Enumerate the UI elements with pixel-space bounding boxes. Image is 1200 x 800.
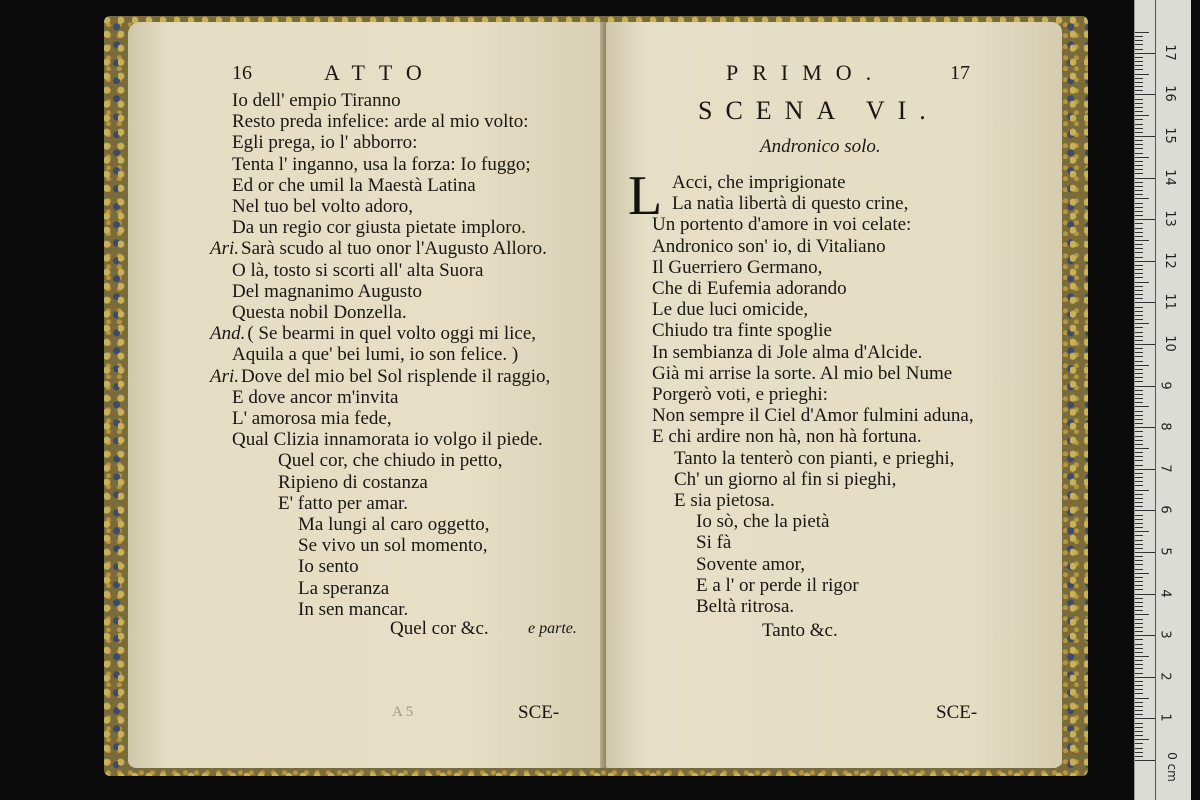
catchword-right: SCE- (936, 702, 978, 723)
ruler-tick (1135, 448, 1149, 449)
ruler-tick (1135, 689, 1143, 690)
ruler-number: 7 (1157, 464, 1173, 473)
ruler-tick (1135, 581, 1143, 582)
catchword-left: SCE- (518, 702, 560, 723)
ruler-tick (1135, 248, 1143, 249)
ruler-tick (1135, 411, 1143, 412)
right-line: Non sempre il Ciel d'Amor fulmini aduna, (652, 405, 974, 427)
ruler-tick (1135, 748, 1143, 749)
ruler-tick (1135, 498, 1143, 499)
left-line (232, 344, 518, 366)
right-line: Si fà (696, 532, 732, 554)
ruler-tick (1135, 244, 1143, 245)
ruler-tick (1135, 69, 1143, 70)
right-line: Le due luci omicide, (652, 299, 809, 321)
ruler-tick (1135, 90, 1143, 91)
right-line: Sovente amor, (696, 553, 805, 575)
right-line: Tanto la tenterò con pianti, e prieghi, (674, 447, 955, 469)
ruler-number: 16 (1161, 85, 1177, 103)
ruler-number: 4 (1157, 588, 1173, 598)
left-line (210, 323, 536, 345)
verse-text: E dove ancor m'invita (232, 386, 399, 408)
ruler-tick (1135, 490, 1149, 491)
ruler-tick (1135, 182, 1143, 183)
ruler-tick (1135, 739, 1149, 740)
ruler-tick (1135, 436, 1143, 437)
ruler-tick (1135, 460, 1143, 461)
ruler-tick (1135, 398, 1143, 399)
left-line (298, 535, 487, 557)
left-line (278, 450, 503, 472)
left-line (232, 111, 529, 133)
ruler-tick (1135, 340, 1143, 341)
ruler-number: 11 (1161, 293, 1177, 311)
ruler-tick (1135, 644, 1143, 645)
ruler-number: 15 (1161, 127, 1177, 144)
right-line: La natìa libertà di questo crine, (672, 193, 909, 215)
ruler-tick (1135, 381, 1143, 382)
ruler-tick (1135, 315, 1143, 316)
verse-text: Sarà scudo al tuo onor l'Augusto Alloro. (241, 238, 547, 260)
left-line (232, 154, 531, 176)
ruler-tick (1135, 527, 1143, 528)
ruler-tick (1135, 548, 1143, 549)
ruler-tick (1135, 564, 1143, 565)
ruler-tick (1135, 402, 1143, 403)
ruler-tick (1135, 277, 1143, 278)
verse-text: Nel tuo bel volto adoro, (232, 196, 413, 217)
ruler-tick (1135, 107, 1143, 108)
ruler-tick (1135, 577, 1143, 578)
ruler-tick (1135, 124, 1143, 125)
ruler-tick (1135, 190, 1143, 191)
ruler-tick (1135, 714, 1143, 715)
ruler-tick (1135, 743, 1143, 744)
ruler-tick (1135, 373, 1143, 374)
ruler-tick (1135, 693, 1143, 694)
left-line (210, 366, 550, 388)
ruler-tick (1135, 386, 1155, 387)
ruler-tick (1135, 485, 1143, 486)
right-line: Beltà ritrosa. (696, 596, 795, 617)
ruler-tick (1135, 215, 1143, 216)
measurement-ruler (1134, 0, 1191, 800)
ruler-tick (1135, 556, 1143, 557)
ruler-tick (1135, 336, 1143, 337)
ruler-tick (1135, 639, 1143, 640)
signature-mark: A 5 (392, 704, 414, 720)
ruler-tick (1135, 136, 1155, 137)
ruler-tick (1135, 623, 1143, 624)
ruler-tick (1135, 115, 1149, 116)
ruler-tick (1135, 232, 1143, 233)
ruler-tick (1135, 161, 1143, 162)
verse-text: Resto preda infelice: arde al mio volto: (232, 111, 529, 133)
ruler-tick (1135, 302, 1155, 303)
ruler-tick (1135, 273, 1143, 274)
ruler-tick (1135, 128, 1143, 129)
ruler-tick (1135, 627, 1143, 628)
ruler-tick (1135, 473, 1143, 474)
verse-text: Aquila a que' bei lumi, io son felice. ) (232, 344, 519, 366)
verse-text: Io dell' empio Tiranno (232, 90, 401, 111)
ruler-tick (1135, 685, 1143, 686)
ruler-tick (1135, 94, 1155, 95)
ruler-tick (1135, 515, 1143, 516)
ruler-tick (1135, 423, 1143, 424)
ruler-number: 6 (1157, 505, 1173, 515)
ruler-number: 13 (1161, 210, 1177, 227)
ruler-tick (1135, 544, 1143, 545)
ruler-tick (1135, 606, 1143, 607)
verse-text: Questa nobil Donzella. (232, 302, 407, 323)
ruler-tick (1135, 477, 1143, 478)
ruler-tick (1135, 144, 1143, 145)
ruler-tick (1135, 702, 1143, 703)
ruler-unit: 0 cm (1164, 752, 1179, 782)
ruler-tick (1135, 465, 1143, 466)
ruler-tick (1135, 194, 1143, 195)
ruler-tick (1135, 589, 1143, 590)
ruler-tick (1135, 560, 1143, 561)
ruler-tick (1135, 664, 1143, 665)
verse-text: Se vivo un sol momento, (298, 535, 488, 557)
ruler-tick (1135, 148, 1143, 149)
ruler-tick (1135, 294, 1143, 295)
right-line: Ch' un giorno al fin si pieghi, (674, 468, 897, 490)
drop-cap: L (628, 165, 663, 227)
ruler-tick (1135, 323, 1149, 324)
left-line (232, 302, 407, 324)
verse-text: Dove del mio bel Sol risplende il raggio, (241, 365, 551, 387)
ruler-tick (1135, 681, 1143, 682)
ruler-tick (1135, 598, 1143, 599)
ruler-number: 2 (1157, 672, 1173, 681)
ruler-tick (1135, 203, 1143, 204)
ruler-tick (1135, 431, 1143, 432)
ruler-number: 1 (1157, 713, 1173, 723)
speaker-label: Ari. (210, 365, 240, 387)
exit-direction: e parte. (528, 620, 577, 637)
ruler-tick (1135, 228, 1143, 229)
ruler-tick (1135, 165, 1143, 166)
ruler-tick (1135, 760, 1155, 761)
ruler-tick (1135, 269, 1143, 270)
ruler-tick (1135, 656, 1149, 657)
ruler-tick (1135, 506, 1143, 507)
ruler-tick (1135, 173, 1143, 174)
ruler-tick (1135, 211, 1143, 212)
verse-text: Ed or che umil la Maestà Latina (232, 174, 476, 196)
left-line (278, 472, 428, 494)
ruler-tick (1135, 207, 1143, 208)
ruler-tick (1135, 32, 1149, 33)
ruler-tick (1135, 718, 1155, 719)
ruler-tick (1135, 252, 1143, 253)
ruler-tick (1135, 552, 1155, 553)
verse-text: Ripieno di costanza (278, 471, 428, 493)
speaker-label: And. (210, 323, 246, 345)
ruler-tick (1135, 356, 1143, 357)
ruler-tick (1135, 727, 1143, 728)
verse-text: Da un regio cor giusta pietate imploro. (232, 217, 526, 239)
ruler-tick (1135, 469, 1155, 470)
ruler-tick (1135, 419, 1143, 420)
ruler-tick (1135, 706, 1143, 707)
verse-text: O là, tosto si scorti all' alta Suora (232, 259, 484, 281)
ruler-tick (1135, 710, 1143, 711)
verse-text: Qual Clizia innamorata io volgo il piede. (232, 429, 543, 451)
ruler-tick (1135, 140, 1143, 141)
ruler-tick (1135, 111, 1143, 112)
ruler-tick (1135, 569, 1143, 570)
page-number-left: 16 (232, 62, 252, 84)
ruler-tick (1135, 57, 1143, 58)
verse-text: Quel cor, che chiudo in petto, (278, 450, 503, 472)
ruler-tick (1135, 240, 1149, 241)
ruler-number: 5 (1157, 547, 1173, 556)
ruler-tick (1135, 369, 1143, 370)
ruler-tick (1135, 619, 1143, 620)
ruler-tick (1135, 677, 1155, 678)
running-head-right: PRIMO. (726, 60, 886, 85)
ruler-tick (1135, 53, 1155, 54)
closing-left: Quel cor &c. (390, 618, 489, 639)
ruler-tick (1135, 698, 1149, 699)
ruler-tick (1135, 452, 1143, 453)
ruler-tick (1135, 427, 1155, 428)
right-page (606, 22, 1062, 768)
left-line (232, 429, 543, 451)
ruler-tick (1135, 535, 1143, 536)
right-line: Acci, che imprigionate (672, 172, 846, 193)
scene-title: SCENA VI. (698, 96, 939, 125)
ruler-tick (1135, 82, 1143, 83)
ruler-tick (1135, 219, 1155, 220)
ruler-tick (1135, 186, 1143, 187)
left-line (232, 196, 413, 218)
ruler-tick (1135, 169, 1143, 170)
ruler-number: 9 (1157, 380, 1173, 390)
ruler-tick (1135, 132, 1143, 133)
ruler-tick (1135, 610, 1143, 611)
ruler-tick (1135, 585, 1143, 586)
ruler-tick (1135, 648, 1143, 649)
left-line (232, 408, 392, 430)
ruler-number: 8 (1157, 422, 1173, 431)
right-line: Il Guerriero Germano, (652, 256, 823, 278)
verse-text: Egli prega, io l' abborro: (232, 132, 418, 154)
closing-right: Tanto &c. (762, 620, 838, 641)
ruler-tick (1135, 36, 1143, 37)
ruler-edge-line (1155, 0, 1156, 800)
verse-text: Io sento (298, 556, 359, 578)
ruler-tick (1135, 456, 1143, 457)
ruler-tick (1135, 394, 1143, 395)
ruler-tick (1135, 735, 1143, 736)
ruler-tick (1135, 365, 1149, 366)
ruler-tick (1135, 65, 1143, 66)
ruler-tick (1135, 298, 1143, 299)
ruler-tick (1135, 652, 1143, 653)
ruler-tick (1135, 594, 1155, 595)
right-line: Chiudo tra finte spoglie (652, 320, 832, 342)
verse-text: Ma lungi al caro oggetto, (298, 514, 490, 535)
verse-text: Del magnanimo Augusto (232, 280, 422, 302)
ruler-tick (1135, 332, 1143, 333)
running-head-left: ATTO (324, 60, 436, 85)
ruler-tick (1135, 257, 1143, 258)
ruler-tick (1135, 573, 1149, 574)
ruler-tick (1135, 103, 1143, 104)
ruler-tick (1135, 415, 1143, 416)
right-line: E a l' or perde il rigor (696, 574, 859, 596)
ruler-tick (1135, 40, 1143, 41)
verse-text: Tenta l' inganno, usa la forza: Io fuggo; (232, 153, 531, 175)
ruler-tick (1135, 440, 1143, 441)
left-line (298, 578, 389, 600)
left-line (210, 238, 547, 260)
ruler-tick (1135, 390, 1143, 391)
ruler-tick (1135, 307, 1143, 308)
ruler-tick (1135, 44, 1143, 45)
ruler-tick (1135, 86, 1143, 87)
ruler-tick (1135, 319, 1143, 320)
ruler-tick (1135, 153, 1143, 154)
verse-text: In sen mancar. (298, 598, 409, 620)
left-line (232, 387, 398, 409)
ruler-tick (1135, 236, 1143, 237)
ruler-tick (1135, 660, 1143, 661)
ruler-number: 12 (1161, 252, 1177, 269)
ruler-number: 3 (1157, 630, 1173, 639)
ruler-tick (1135, 731, 1143, 732)
ruler-tick (1135, 531, 1149, 532)
speaker-label: Ari. (210, 238, 240, 260)
ruler-tick (1135, 502, 1143, 503)
ruler-tick (1135, 178, 1155, 179)
stage-direction: Andronico solo. (760, 136, 881, 157)
ruler-tick (1135, 61, 1143, 62)
ruler-number: 14 (1161, 168, 1177, 186)
right-line: Che di Eufemia adorando (652, 278, 847, 299)
ruler-tick (1135, 361, 1143, 362)
ruler-tick (1135, 752, 1143, 753)
ruler-tick (1135, 523, 1143, 524)
left-line (232, 132, 417, 154)
ruler-tick (1135, 157, 1149, 158)
right-line: Porgerò voti, e prieghi: (652, 384, 828, 405)
left-line (278, 493, 408, 515)
ruler-tick (1135, 119, 1143, 120)
left-line (298, 556, 359, 578)
right-line: Io sò, che la pietà (696, 511, 830, 533)
ruler-tick (1135, 673, 1143, 674)
verse-text: L' amorosa mia fede, (232, 408, 392, 429)
ruler-tick (1135, 223, 1143, 224)
ruler-tick (1135, 198, 1149, 199)
ruler-tick (1135, 668, 1143, 669)
ruler-tick (1135, 261, 1155, 262)
ruler-tick (1135, 444, 1143, 445)
ruler-tick (1135, 78, 1143, 79)
left-line (232, 175, 476, 197)
ruler-number: 10 (1161, 335, 1177, 352)
ruler-tick (1135, 74, 1149, 75)
left-line (298, 514, 490, 536)
ruler-tick (1135, 510, 1155, 511)
verse-text: E' fatto per amar. (278, 492, 409, 514)
left-line (232, 217, 526, 239)
ruler-tick (1135, 756, 1143, 757)
ruler-tick (1135, 377, 1143, 378)
ruler-tick (1135, 635, 1155, 636)
ruler-tick (1135, 494, 1143, 495)
page-number-right: 17 (950, 62, 970, 84)
verse-text: ( Se bearmi in quel volto oggi mi lice, (247, 323, 536, 345)
ruler-tick (1135, 286, 1143, 287)
right-line: Andronico son' io, di Vitaliano (652, 235, 886, 257)
ruler-tick (1135, 99, 1143, 100)
ruler-tick (1135, 540, 1143, 541)
ruler-tick (1135, 406, 1149, 407)
verse-text: La speranza (298, 577, 390, 599)
ruler-number: 17 (1161, 44, 1177, 61)
ruler-tick (1135, 49, 1143, 50)
ruler-tick (1135, 481, 1143, 482)
ruler-tick (1135, 311, 1143, 312)
ruler-tick (1135, 348, 1143, 349)
ruler-tick (1135, 352, 1143, 353)
ruler-tick (1135, 327, 1143, 328)
ruler-tick (1135, 614, 1149, 615)
right-line: Un portento d'amore in voi celate: (652, 214, 912, 236)
ruler-tick (1135, 723, 1143, 724)
ruler-tick (1135, 290, 1143, 291)
right-line: E sia pietosa. (674, 490, 775, 511)
ruler-tick (1135, 265, 1143, 266)
left-line (232, 90, 401, 112)
ruler-tick (1135, 519, 1143, 520)
right-line: E chi ardire non hà, non hà fortuna. (652, 426, 922, 448)
left-line (232, 281, 422, 303)
ruler-tick (1135, 282, 1149, 283)
right-line: Già mi arrise la sorte. Al mio bel Nume (652, 362, 953, 384)
ruler-tick (1135, 631, 1143, 632)
left-line (232, 260, 483, 282)
right-line: In sembianza di Jole alma d'Alcide. (652, 341, 923, 363)
left-page (128, 22, 606, 768)
ruler-tick (1135, 602, 1143, 603)
ruler-tick (1135, 344, 1155, 345)
